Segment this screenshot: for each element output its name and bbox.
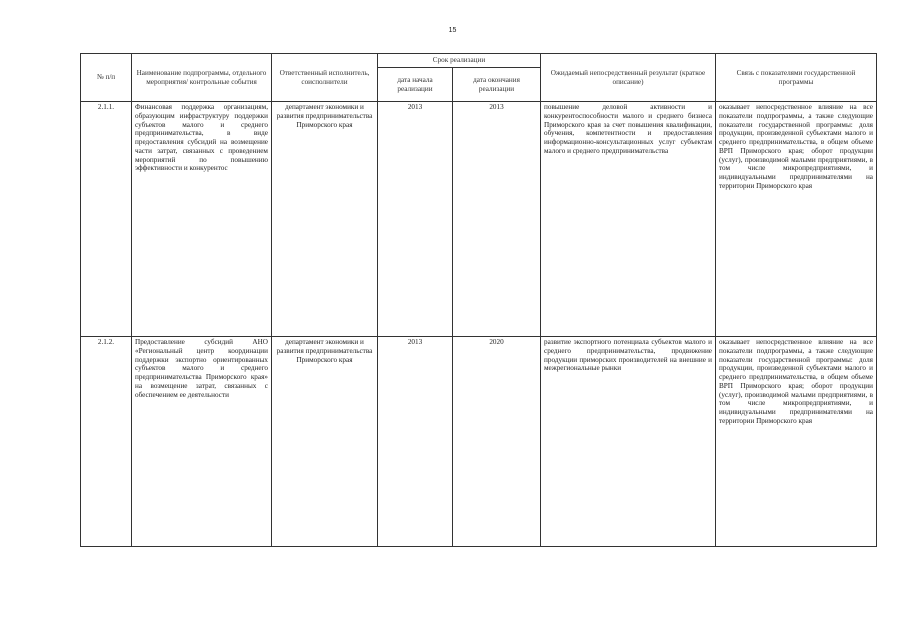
table-row — [81, 102, 877, 337]
header-period: Срок реализации — [378, 54, 541, 68]
page-number: 15 — [448, 27, 457, 34]
row-num: 2.1.1. — [81, 102, 132, 337]
header-end: дата окончания реализации — [453, 68, 541, 102]
row-link: оказывает непосредственное влияние на все показатели подпрограммы, а также следующие показатели государственной программы: доля продукции, произведенной субъектами малого и среднего предпринимательства, в общем объеме ВРП Приморского края; оборот продукции (услуг), производимой малыми предприятиями, в том числе микропредприятиями, и индивидуальными предпринимателями на территории Приморского края — [716, 337, 877, 547]
header-num: № п/п — [81, 54, 132, 102]
table-row — [81, 337, 877, 547]
row-executor: департамент экономики и развития предпринимательства Приморского края — [272, 337, 378, 547]
row-name: Предоставление субсидий АНО «Региональный центр координации поддержки экспортно ориентированных субъектов малого и среднего предпринимательства Приморского края» на возмещение затрат, связанных с обеспечением ее деятельности — [132, 337, 272, 547]
header-link: Связь с показателями государственной программы — [716, 54, 877, 102]
row-executor: департамент экономики и развития предпринимательства Приморского края — [272, 102, 378, 337]
header-result: Ожидаемый непосредственный результат (краткое описание) — [541, 54, 716, 102]
row-result: повышение деловой активности и конкурентоспособности малого и среднего бизнеса Приморского края за счет повышения квалификации, обучения, компетентности и предоставления информационно-консультационных услуг субъектам малого и среднего предпринимательства — [541, 102, 716, 337]
row-end: 2020 — [453, 337, 541, 547]
row-link: оказывает непосредственное влияние на все показатели подпрограммы, а также следующие показатели государственной программы: доля продукции, произведенной субъектами малого и среднего предпринимательства, в общем объеме ВРП Приморского края; оборот продукции (услуг), производимой малыми предприятиями, в том числе микропредприятиями, и индивидуальными предпринимателями на территории Приморского края — [716, 102, 877, 337]
row-end: 2013 — [453, 102, 541, 337]
program-table — [80, 53, 877, 547]
header-start: дата начала реализации — [378, 68, 453, 102]
row-num: 2.1.2. — [81, 337, 132, 547]
header-executor: Ответственный исполнитель, соисполнители — [272, 54, 378, 102]
row-start: 2013 — [378, 102, 453, 337]
row-result: развитие экспортного потенциала субъектов малого и среднего предпринимательства, продвижение продукции приморских производителей на внешние и межрегиональные рынки — [541, 337, 716, 547]
header-name: Наименование подпрограммы, отдельного мероприятия/ контрольные события — [132, 54, 272, 102]
header-row-top — [81, 54, 877, 68]
row-name: Финансовая поддержка организациям, образующим инфраструктуру поддержки субъектов малого и среднего предпринимательства, в виде предоставления субсидий на возмещение части затрат, связанных с проведением мероприятий по повышению эффективности и конкурентос — [132, 102, 272, 337]
row-start: 2013 — [378, 337, 453, 547]
